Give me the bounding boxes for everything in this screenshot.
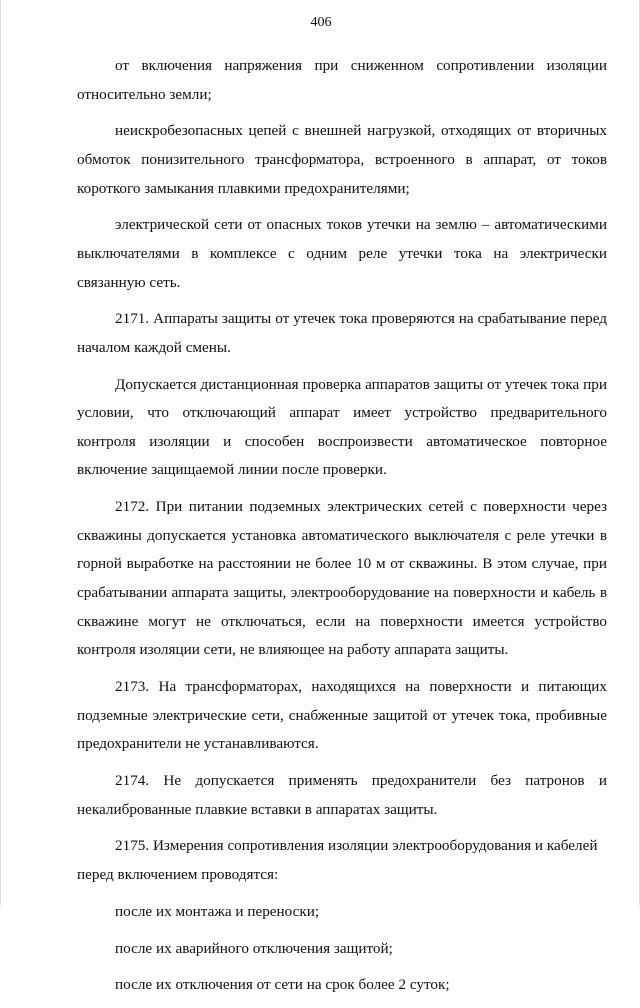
document-body	[77, 52, 607, 1008]
paragraph-2172: 2172. При питании подземных электрических сетей с поверхности через скважины допускается установка автоматического выключателя с реле утечки в горной выработке на расстоянии не более 10 м от скважины. В этом случае, при срабатывании аппарата защиты, электрооборудование на поверхности и кабель в скважине могут не отключаться, если на поверхности имеется устройство контроля изоляции сети, не влияющее на работу аппарата защиты.	[77, 498, 607, 659]
page-number: 406	[310, 15, 332, 30]
paragraph-2173: 2173. На трансформаторах, находящихся на поверхности и питающих подземные электрические сети, снабженные защитой от утечек тока, пробивные предохранители не устанавливаются.	[77, 678, 607, 753]
paragraph-insulation-protection: от включения напряжения при сниженном сопротивлении изоляции относительно земли;	[77, 57, 607, 103]
paragraph-remote-check: Допускается дистанционная проверка аппаратов защиты от утечек тока при условии, что отключающий аппарат имеет устройство предварительного контроля изоляции и способен воспроизвести автоматическое повторное включение защищаемой линии после проверки.	[77, 375, 607, 479]
paragraph-2174: 2174. Не допускается применять предохранители без патронов и некалиброванные плавкие вставки в аппаратах защиты.	[77, 771, 607, 818]
paragraph-leakage-currents: электрической сети от опасных токов утечки на землю – автоматическими выключателями в комплексе с одним реле утечки тока на электрически связанную сеть.	[77, 216, 607, 291]
list-item-after-disconnection: после их отключения от сети на срок более 2 суток;	[115, 976, 450, 994]
paragraph-2175: 2175. Измерения сопротивления изоляции электрооборудования и кабелей перед включением проводятся:	[77, 837, 598, 883]
paragraph-2171: 2171. Аппараты защиты от утечек тока проверяются на срабатывание перед началом каждой смены.	[77, 310, 607, 356]
list-item-after-installation: после их монтажа и переноски;	[115, 902, 320, 920]
list-item-after-emergency-shutdown: после их аварийного отключения защитой;	[115, 939, 393, 957]
paragraph-intrinsically-unsafe-circuits: неискробезопасных цепей с внешней нагрузкой, отходящих от вторичных обмоток понизительного трансформатора, встроенного в аппарат, от токов короткого замыкания плавкими предохранителями;	[77, 122, 607, 197]
